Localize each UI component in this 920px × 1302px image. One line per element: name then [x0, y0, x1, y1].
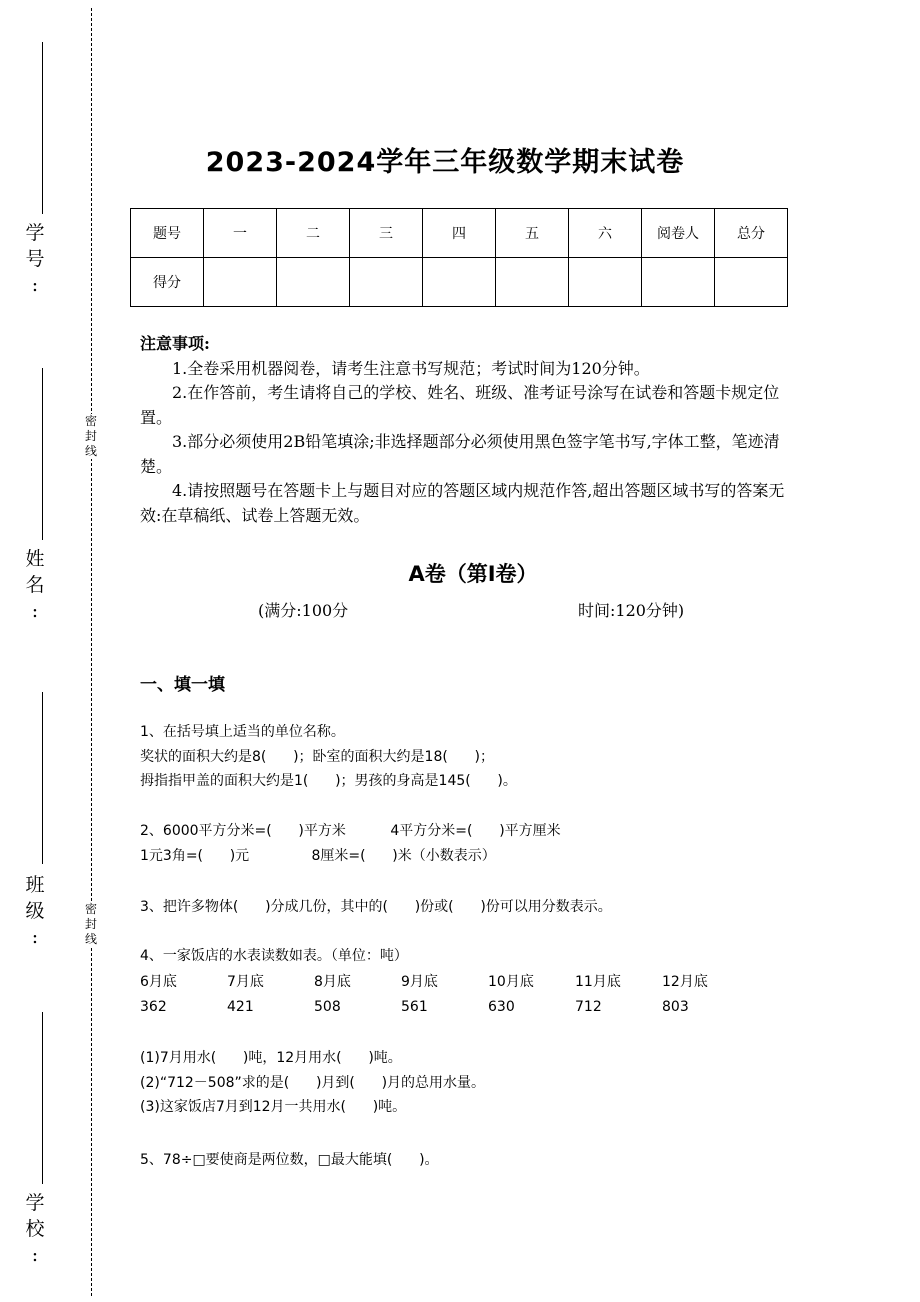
- score-table-header-cell: 六: [569, 209, 642, 258]
- score-table-header-cell: 三: [350, 209, 423, 258]
- volume-title: A卷（第I卷）: [408, 562, 538, 586]
- question-4-subquestions: [140, 1046, 485, 1120]
- question-line: 5、78÷□要使商是两位数，□最大能填( )。: [140, 1152, 439, 1168]
- question-line: (3)这家饭店7月到12月一共用水( )吨。: [140, 1099, 407, 1115]
- score-table-header-cell: 二: [277, 209, 350, 258]
- seal-dashed-line: [91, 8, 92, 1296]
- score-table-header-cell: 一: [204, 209, 277, 258]
- question-2: [140, 819, 561, 868]
- question-5: [140, 1148, 439, 1173]
- question-line: 奖状的面积大约是8( )；卧室的面积大约是18( )；: [140, 748, 494, 765]
- score-table-header-cell: 题号: [131, 209, 204, 258]
- score-table-score-row: [131, 258, 788, 307]
- question-line: 1元3角=( )元 8厘米=( )米（小数表示）: [140, 847, 496, 864]
- score-cell: [496, 258, 569, 307]
- score-cell: [350, 258, 423, 307]
- meter-value: 561: [401, 999, 428, 1015]
- meter-month: 10月底: [488, 974, 534, 990]
- meter-value: 630: [488, 999, 515, 1015]
- score-table-header-cell: 五: [496, 209, 569, 258]
- score-cell: [569, 258, 642, 307]
- exam-notes: [140, 332, 790, 528]
- meter-value: 508: [314, 999, 341, 1015]
- question-line: 3、把许多物体( )分成几份，其中的( )份或( )份可以用分数表示。: [140, 899, 612, 915]
- meter-values-row: [140, 995, 749, 1020]
- note-item: 4.请按照题号在答题卡上与题目对应的答题区域内规范作答,超出答题区域书写的答案无效:在草稿纸、试卷上答题无效。: [140, 481, 785, 525]
- note-item: 2.在作答前，考生请将自己的学校、姓名、班级、准考证号涂写在试卷和答题卡规定位置。: [140, 383, 780, 427]
- question-line: 1、在括号填上适当的单位名称。: [140, 724, 345, 740]
- score-table: [130, 208, 788, 307]
- score-table-header-cell: 四: [423, 209, 496, 258]
- meter-reading-table: [140, 970, 749, 1020]
- score-cell: [423, 258, 496, 307]
- question-line: (1)7月用水( )吨，12月用水( )吨。: [140, 1050, 402, 1066]
- seal-text-lower: 密 封 线: [82, 902, 100, 947]
- student-id-line: [42, 42, 43, 214]
- score-table-header-row: [131, 209, 788, 258]
- school-label: 学 校 :: [25, 1192, 45, 1266]
- class-label: 班 级 :: [25, 874, 45, 948]
- meter-value: 712: [575, 999, 602, 1015]
- name-label: 姓 名 :: [25, 548, 45, 622]
- question-line: (2)“712－508”求的是( )月到( )月的总用水量。: [140, 1074, 486, 1091]
- exam-title: 2023-2024学年三年级数学期末试卷: [205, 147, 685, 178]
- meter-month: 6月底: [140, 974, 177, 990]
- meter-value: 362: [140, 999, 167, 1015]
- seal-text-upper: 密 封 线: [82, 414, 100, 459]
- question-4-intro: 4、一家饭店的水表读数如表。（单位：吨）: [140, 948, 408, 964]
- notes-heading: 注意事项:: [140, 334, 210, 353]
- note-item: 3.部分必须使用2B铅笔填涂;非选择题部分必须使用黑色签字笔书写,字体工整，笔迹清楚。: [140, 432, 780, 476]
- section-title: 一、填一填: [140, 675, 225, 695]
- meter-month: 12月底: [662, 974, 708, 990]
- question-3: [140, 895, 612, 920]
- exam-time: 时间:120分钟): [578, 601, 685, 620]
- full-score: (满分:100分: [258, 601, 349, 620]
- score-table-header-cell: 阅卷人: [642, 209, 715, 258]
- student-id-label: 学 号 :: [25, 222, 45, 296]
- score-cell: [204, 258, 277, 307]
- meter-month: 8月底: [314, 974, 351, 990]
- question-1: [140, 720, 517, 794]
- meter-months-row: [140, 970, 749, 995]
- question-line: 2、6000平方分米=( )平方米 4平方分米=( )平方厘米: [140, 823, 561, 839]
- score-label-cell: 得分: [131, 258, 204, 307]
- school-line: [42, 1012, 43, 1184]
- meter-month: 9月底: [401, 974, 438, 990]
- meter-value: 421: [227, 999, 254, 1015]
- meter-month: 7月底: [227, 974, 264, 990]
- name-line: [42, 368, 43, 540]
- score-cell: [277, 258, 350, 307]
- question-line: 拇指指甲盖的面积大约是1( )；男孩的身高是145( )。: [140, 773, 517, 789]
- meter-value: 803: [662, 999, 689, 1015]
- class-line: [42, 692, 43, 864]
- meter-month: 11月底: [575, 974, 621, 990]
- score-cell: [715, 258, 788, 307]
- note-item: 1.全卷采用机器阅卷，请考生注意书写规范；考试时间为120分钟。: [172, 358, 650, 378]
- score-table-header-cell: 总分: [715, 209, 788, 258]
- score-cell: [642, 258, 715, 307]
